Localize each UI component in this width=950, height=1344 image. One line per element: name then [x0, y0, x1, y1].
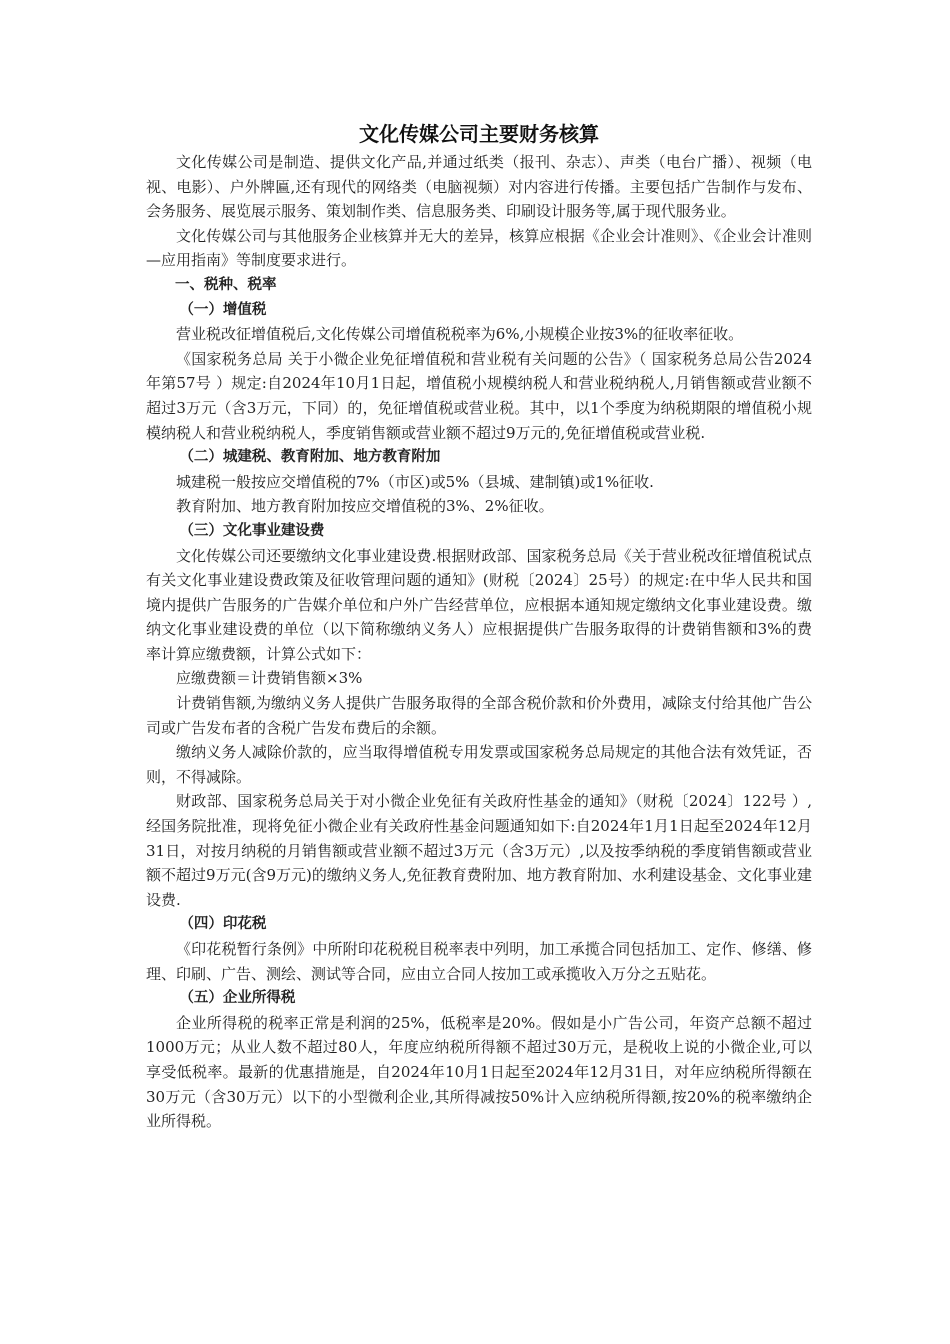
subsection-heading-urban-tax: （二）城建税、教育附加、地方教育附加 [179, 449, 441, 466]
culture-fee-paragraph: 文化传媒公司还要缴纳文化事业建设费.根据财政部、国家税务总局《关于营业税改征增值税试点有关文化事业建设费政策及征收管理问题的通知》(财税〔2024〕25号）的规定:在中华人民共和国境内提供广告服务的广告媒介单位和户外广告经营单位，应根据本通知规定缴纳文化事业建设费。缴纳文化事业建设费的单位（以下简称缴纳义务人）应根据提供广告服务取得的计费销售额和3%的费率计算应缴费额，计算公式如下： [146, 546, 812, 663]
vat-paragraph: 营业税改征增值税后,文化传媒公司增值税税率为6%,小规模企业按3%的征收率征收。 [176, 325, 744, 344]
urban-tax-paragraph: 教育附加、地方教育附加按应交增值税的3%、2%征收。 [176, 497, 554, 516]
intro-paragraph: 文化传媒公司与其他服务企业核算并无大的差异，核算应根据《企业会计准则》、《企业会计准则—应用指南》等制度要求进行。 [146, 226, 812, 270]
subsection-heading-stamp-tax: （四）印花税 [179, 916, 267, 933]
intro-paragraph: 文化传媒公司是制造、提供文化产品,并通过纸类（报刊、杂志）、声类（电台广播）、视频（电视、电影）、户外牌匾,还有现代的网络类（电脑视频）对内容进行传播。主要包括广告制作与发布、会务服务、展览展示服务、策划制作类、信息服务类、印刷设计服务等,属于现代服务业。 [146, 153, 812, 221]
subsection-heading-culture-fee: （三）文化事业建设费 [179, 522, 325, 539]
subsection-heading-vat: （一）增值税 [179, 301, 267, 318]
culture-fee-formula: 应缴费额＝计费销售额×3% [176, 669, 363, 688]
section-heading-tax-types: 一、税种、税率 [175, 276, 277, 293]
stamp-tax-paragraph: 《印花税暂行条例》中所附印花税税目税率表中列明，加工承揽合同包括加工、定作、修缮、修理、印刷、广告、测绘、测试等合同，应由立合同人按加工或承揽收入万分之五贴花。 [146, 940, 812, 983]
culture-fee-paragraph: 缴纳义务人减除价款的，应当取得增值税专用发票或国家税务总局规定的其他合法有效凭证，否则，不得减除。 [146, 743, 812, 786]
corporate-income-tax-paragraph: 企业所得税的税率正常是利润的25%，低税率是20%。假如是小广告公司，年资产总额不超过1000万元；从业人数不超过80人，年度应纳税所得额不超过30万元，是税收上说的小微企业,可以享受低税率。最新的优惠措施是，自2024年10月1日起至2024年12月31日，对年应纳税所得额在30万元（含30万元）以下的小型微利企业,其所得减按50%计入应纳税所得额,按20%的税率缴纳企业所得税。 [146, 1013, 812, 1131]
culture-fee-paragraph: 财政部、国家税务总局关于对小微企业免征有关政府性基金的通知》（财税〔2024〕122号 ）,经国务院批准，现将免征小微企业有关政府性基金问题通知如下:自2024年1月1日起至2024年12月31日，对按月纳税的月销售额或营业额不超过3万元（含3万元）,以及按季纳税的季度销售额或营业额不超过9万元(含9万元)的缴纳义务人,免征教育费附加、地方教育附加、水利建设基金、文化事业建设费. [146, 792, 812, 909]
subsection-heading-corporate-income-tax: （五）企业所得税 [179, 990, 296, 1007]
culture-fee-paragraph: 计费销售额,为缴纳义务人提供广告服务取得的全部含税价款和价外费用，减除支付给其他广告公司或广告发布者的含税广告发布费后的余额。 [146, 694, 812, 737]
document-title: 文化传媒公司主要财务核算 [359, 122, 599, 146]
urban-tax-paragraph: 城建税一般按应交增值税的7%（市区)或5%（县城、建制镇)或1%征收. [176, 472, 654, 491]
document-page [146, 120, 812, 1134]
vat-paragraph: 《国家税务总局 关于小微企业免征增值税和营业税有关问题的公告》（ 国家税务总局公告2024年第57号 ）规定:自2024年10月1日起，增值税小规模纳税人和营业税纳税人,月销售额或营业额不超过3万元（含3万元，下同）的，免征增值税或营业税。其中，以1个季度为纳税期限的增值税小规模纳税人和营业税纳税人，季度销售额或营业额不超过9万元的,免征增值税或营业税. [146, 349, 812, 442]
